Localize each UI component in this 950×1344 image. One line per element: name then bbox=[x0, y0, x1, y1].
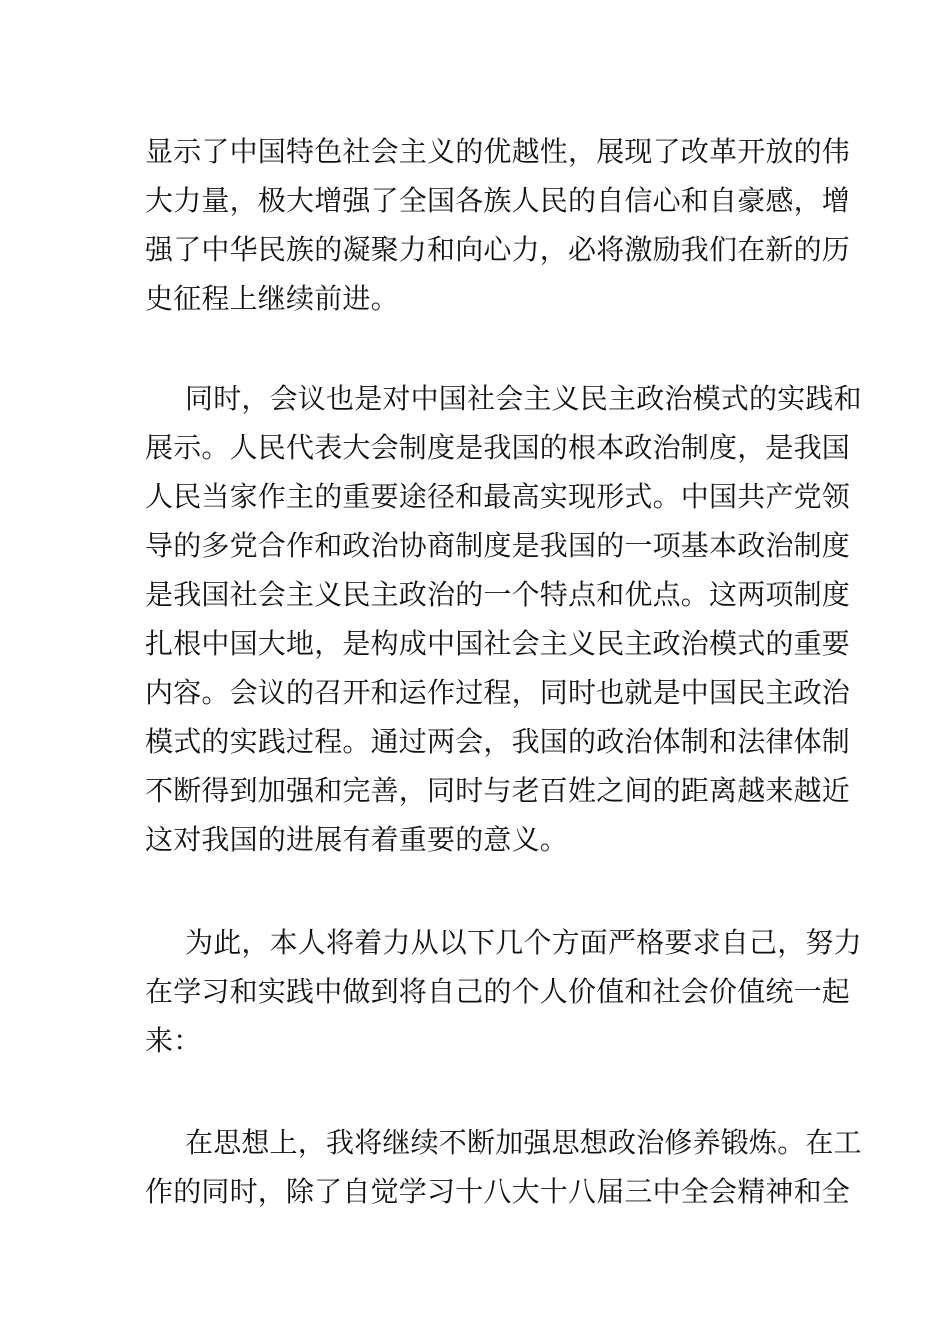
paragraph-line: 同时，会议也是对中国社会主义民主政治模式的实践和 bbox=[185, 382, 862, 415]
paragraph-line: 不断得到加强和完善，同时与老百姓之间的距离越来越近 bbox=[145, 774, 851, 807]
paragraph-line: 大力量，极大增强了全国各族人民的自信心和自豪感，增 bbox=[145, 184, 851, 217]
paragraph-1 bbox=[145, 127, 851, 323]
paragraph-line: 导的多党合作和政治协商制度是我国的一项基本政治制度 bbox=[145, 529, 851, 562]
paragraph-4 bbox=[145, 1118, 862, 1216]
paragraph-line: 是我国社会主义民主政治的一个特点和优点。这两项制度 bbox=[145, 578, 851, 611]
paragraph-line: 展示。人民代表大会制度是我国的根本政治制度，是我国 bbox=[145, 431, 851, 464]
paragraph-line: 强了中华民族的凝聚力和向心力，必将激励我们在新的历 bbox=[145, 233, 851, 266]
paragraph-line: 人民当家作主的重要途径和最高实现形式。中国共产党领 bbox=[145, 480, 851, 513]
paragraph-line: 来： bbox=[145, 1024, 202, 1057]
paragraph-line: 这对我国的进展有着重要的意义。 bbox=[145, 823, 569, 856]
paragraph-line: 在思想上，我将继续不断加强思想政治修养锻炼。在工 bbox=[185, 1126, 862, 1159]
paragraph-line: 内容。会议的召开和运作过程，同时也就是中国民主政治 bbox=[145, 676, 851, 709]
paragraph-line: 模式的实践过程。通过两会，我国的政治体制和法律体制 bbox=[145, 725, 851, 758]
paragraph-line: 扎根中国大地，是构成中国社会主义民主政治模式的重要 bbox=[145, 627, 851, 660]
paragraph-line: 在学习和实践中做到将自己的个人价值和社会价值统一起 bbox=[145, 975, 851, 1008]
paragraph-2 bbox=[145, 374, 862, 864]
paragraph-line: 为此，本人将着力从以下几个方面严格要求自己，努力 bbox=[185, 926, 862, 959]
paragraph-3 bbox=[145, 918, 862, 1065]
paragraph-line: 史征程上继续前进。 bbox=[145, 282, 399, 315]
paragraph-line: 作的同时，除了自觉学习十八大十八届三中全会精神和全 bbox=[145, 1175, 851, 1208]
paragraph-line: 显示了中国特色社会主义的优越性，展现了改革开放的伟 bbox=[145, 135, 851, 168]
